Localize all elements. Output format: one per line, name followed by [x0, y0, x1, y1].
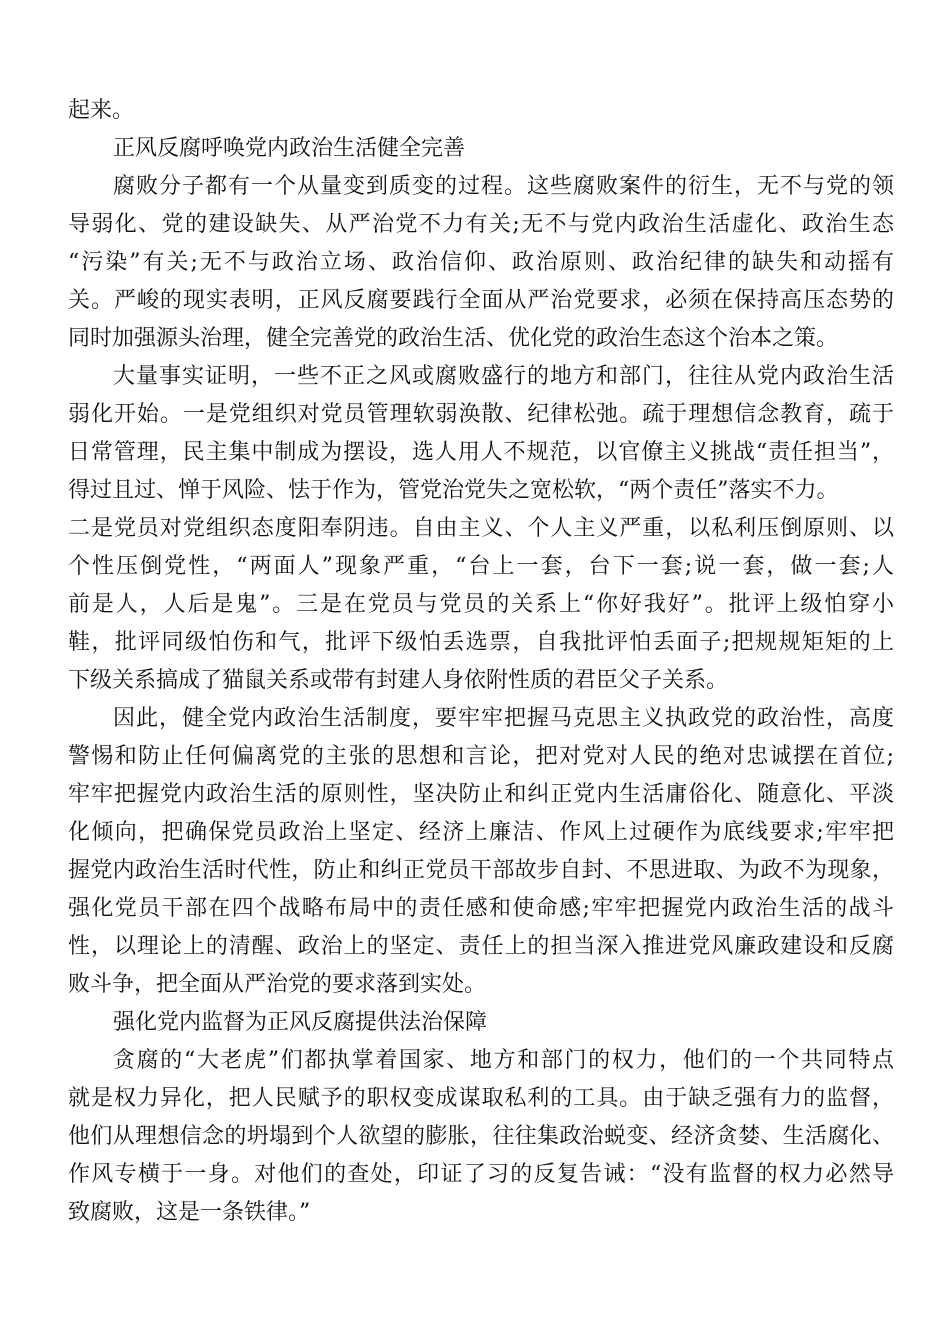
document-body — [68, 92, 894, 1232]
text-line: 个性压倒党性，“两面人”现象严重，“台上一套，台下一套;说一套，做一套;人 — [68, 554, 894, 579]
text-line: 二是党员对党组织态度阳奉阴违。自由主义、个人主义严重，以私利压倒原则、以 — [68, 516, 894, 541]
text-line: 弱化开始。一是党组织对党员管理软弱涣散、纪律松弛。疏于理想信念教育，疏于 — [68, 402, 894, 427]
text-line: 大量事实证明，一些不正之风或腐败盛行的地方和部门，往往从党内政治生活 — [113, 364, 894, 389]
text-line: 化倾向，把确保党员政治上坚定、经济上廉洁、作风上过硬作为底线要求;牢牢把 — [68, 820, 894, 845]
text-line: 败斗争，把全面从严治党的要求落到实处。 — [68, 972, 487, 997]
text-line: 起来。 — [68, 98, 135, 123]
text-line: 日常管理，民主集中制成为摆设，选人用人不规范，以官僚主义挑战“责任担当”， — [68, 440, 894, 465]
text-line: 关。严峻的现实表明，正风反腐要践行全面从严治党要求，必须在保持高压态势的 — [68, 288, 894, 313]
section-heading: 强化党内监督为正风反腐提供法治保障 — [113, 1010, 488, 1035]
text-line: 因此，健全党内政治生活制度，要牢牢把握马克思主义执政党的政治性，高度 — [113, 706, 894, 731]
text-line: 腐败分子都有一个从量变到质变的过程。这些腐败案件的衍生，无不与党的领 — [113, 174, 894, 199]
text-line: 贪腐的“大老虎”们都执掌着国家、地方和部门的权力，他们的一个共同特点 — [113, 1048, 894, 1073]
text-line: 前是人，人后是鬼”。三是在党员与党员的关系上“你好我好”。批评上级怕穿小 — [68, 592, 894, 617]
section-heading: 正风反腐呼唤党内政治生活健全完善 — [113, 136, 466, 161]
text-line: 导弱化、党的建设缺失、从严治党不力有关;无不与党内政治生活虚化、政治生态 — [68, 212, 894, 237]
text-line: 握党内政治生活时代性，防止和纠正党员干部故步自封、不思进取、为政不为现象， — [68, 858, 894, 883]
text-line: 得过且过、惮于风险、怯于作为，管党治党失之宽松软，“两个责任”落实不力。 — [68, 478, 839, 503]
text-line: “污染”有关;无不与政治立场、政治信仰、政治原则、政治纪律的缺失和动摇有 — [68, 250, 894, 275]
text-line: 就是权力异化，把人民赋予的职权变成谋取私利的工具。由于缺乏强有力的监督， — [68, 1086, 894, 1111]
text-line: 作风专横于一身。对他们的查处，印证了习的反复告诫：“没有监督的权力必然导 — [68, 1162, 894, 1187]
text-line: 鞋，批评同级怕伤和气，批评下级怕丢选票，自我批评怕丢面子;把规规矩矩的上 — [68, 630, 894, 655]
text-line: 他们从理想信念的坍塌到个人欲望的膨胀，往往集政治蜕变、经济贪婪、生活腐化、 — [68, 1124, 894, 1149]
text-line: 警惕和防止任何偏离党的主张的思想和言论，把对党对人民的绝对忠诚摆在首位; — [68, 744, 894, 769]
text-line: 强化党员干部在四个战略布局中的责任感和使命感;牢牢把握党内政治生活的战斗 — [68, 896, 894, 921]
text-line: 同时加强源头治理，健全完善党的政治生活、优化党的政治生态这个治本之策。 — [68, 326, 839, 351]
text-line: 性，以理论上的清醒、政治上的坚定、责任上的担当深入推进党风廉政建设和反腐 — [68, 934, 894, 959]
text-line: 牢牢把握党内政治生活的原则性，坚决防止和纠正党内生活庸俗化、随意化、平淡 — [68, 782, 894, 807]
text-line: 致腐败，这是一条铁律。” — [68, 1200, 311, 1225]
text-line: 下级关系搞成了猫鼠关系或带有封建人身依附性质的君臣父子关系。 — [68, 668, 729, 693]
